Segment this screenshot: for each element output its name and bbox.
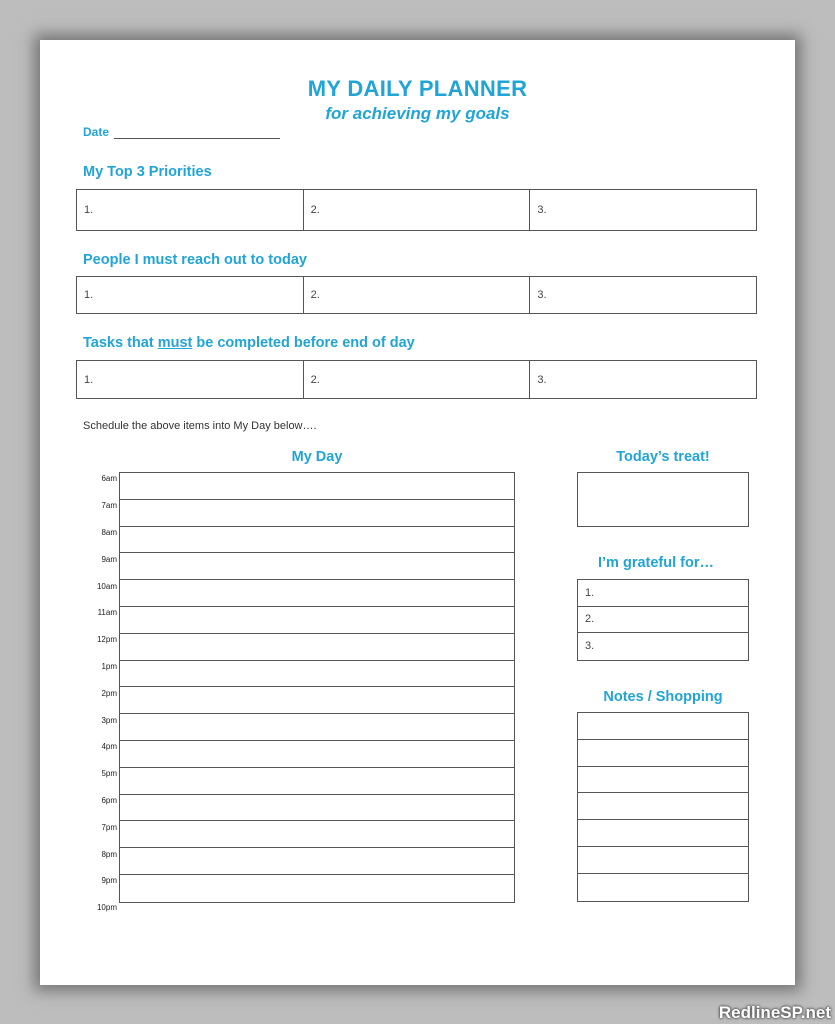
time-slot[interactable] [120, 795, 514, 822]
page-title: MY DAILY PLANNER [307, 76, 528, 101]
hour-label: 3pm [101, 716, 117, 725]
grateful-item-3[interactable]: 3. [585, 640, 595, 653]
hour-label: 2pm [101, 689, 117, 698]
priority-cell-2[interactable]: 2. [304, 190, 531, 230]
notes-line[interactable] [578, 740, 748, 767]
tasks-heading-after: be completed before end of day [192, 335, 415, 351]
schedule-note: Schedule the above items into My Day below…. [83, 420, 317, 432]
time-slot[interactable] [120, 821, 514, 848]
hour-label: 1pm [101, 662, 117, 671]
time-slot[interactable] [120, 580, 514, 607]
notes-heading: Notes / Shopping [603, 689, 723, 705]
time-slot[interactable] [120, 634, 514, 661]
time-slot[interactable] [120, 607, 514, 634]
priority-cell-1[interactable]: 1. [77, 190, 304, 230]
time-slot[interactable] [120, 661, 514, 688]
notes-line[interactable] [578, 820, 748, 847]
planner-page [40, 40, 795, 985]
tasks-heading-before: Tasks that [83, 335, 158, 351]
notes-line[interactable] [578, 874, 748, 901]
hour-label: 5pm [101, 769, 117, 778]
hour-label: 10pm [96, 903, 117, 912]
time-slot[interactable] [120, 500, 514, 527]
task-cell-3[interactable]: 3. [537, 373, 547, 386]
priority-cell-3[interactable]: 3. [537, 204, 547, 216]
page-subtitle: for achieving my goals [325, 104, 510, 123]
people-heading: People I must reach out to today [83, 252, 307, 268]
grateful-item-1[interactable]: 1. [578, 580, 748, 607]
hour-label: 11am [97, 608, 117, 617]
notes-list [577, 712, 749, 902]
time-slot[interactable] [120, 687, 514, 714]
grateful-heading: I’m grateful for… [597, 555, 714, 571]
priorities-row [76, 189, 757, 231]
hour-label: 12pm [96, 635, 117, 644]
notes-line[interactable] [578, 767, 748, 794]
watermark: RedlineSP.net [718, 1003, 831, 1022]
time-slot[interactable] [120, 527, 514, 554]
hour-label: 7pm [101, 823, 117, 832]
priorities-heading: My Top 3 Priorities [83, 164, 212, 180]
tasks-heading [83, 335, 415, 351]
hour-label: 6am [101, 474, 117, 483]
tasks-heading-emphasis: must [157, 335, 193, 351]
time-slot[interactable] [120, 741, 514, 768]
time-slot[interactable] [120, 848, 514, 875]
hour-label: 9am [101, 555, 117, 564]
grateful-list [577, 579, 749, 661]
people-cell-2[interactable]: 2. [304, 277, 531, 313]
notes-line[interactable] [578, 847, 748, 874]
task-cell-2[interactable]: 2. [304, 361, 531, 398]
notes-line[interactable] [578, 713, 748, 740]
time-slot[interactable] [120, 714, 514, 741]
hour-label: 7am [101, 501, 117, 510]
notes-line[interactable] [578, 793, 748, 820]
hour-label: 10am [96, 582, 117, 591]
hour-label: 8am [101, 528, 117, 537]
my-day-grid [119, 472, 515, 903]
time-slot[interactable] [120, 473, 514, 500]
date-label: Date [83, 125, 110, 139]
task-cell-1[interactable]: 1. [77, 361, 304, 398]
hour-label: 4pm [101, 742, 117, 751]
treat-heading: Today’s treat! [616, 449, 710, 465]
treat-box[interactable] [577, 472, 749, 527]
hour-label: 6pm [101, 796, 117, 805]
time-slot[interactable] [120, 875, 514, 902]
people-cell-3[interactable]: 3. [537, 289, 547, 301]
time-slot[interactable] [120, 553, 514, 580]
time-slot[interactable] [120, 768, 514, 795]
tasks-row [76, 360, 757, 399]
date-line[interactable] [114, 138, 280, 139]
people-row [76, 276, 757, 314]
hour-label: 9pm [101, 876, 117, 885]
my-day-heading: My Day [291, 449, 343, 465]
grateful-item-2[interactable]: 2. [578, 607, 748, 634]
people-cell-1[interactable]: 1. [77, 277, 304, 313]
hour-label: 8pm [101, 850, 117, 859]
